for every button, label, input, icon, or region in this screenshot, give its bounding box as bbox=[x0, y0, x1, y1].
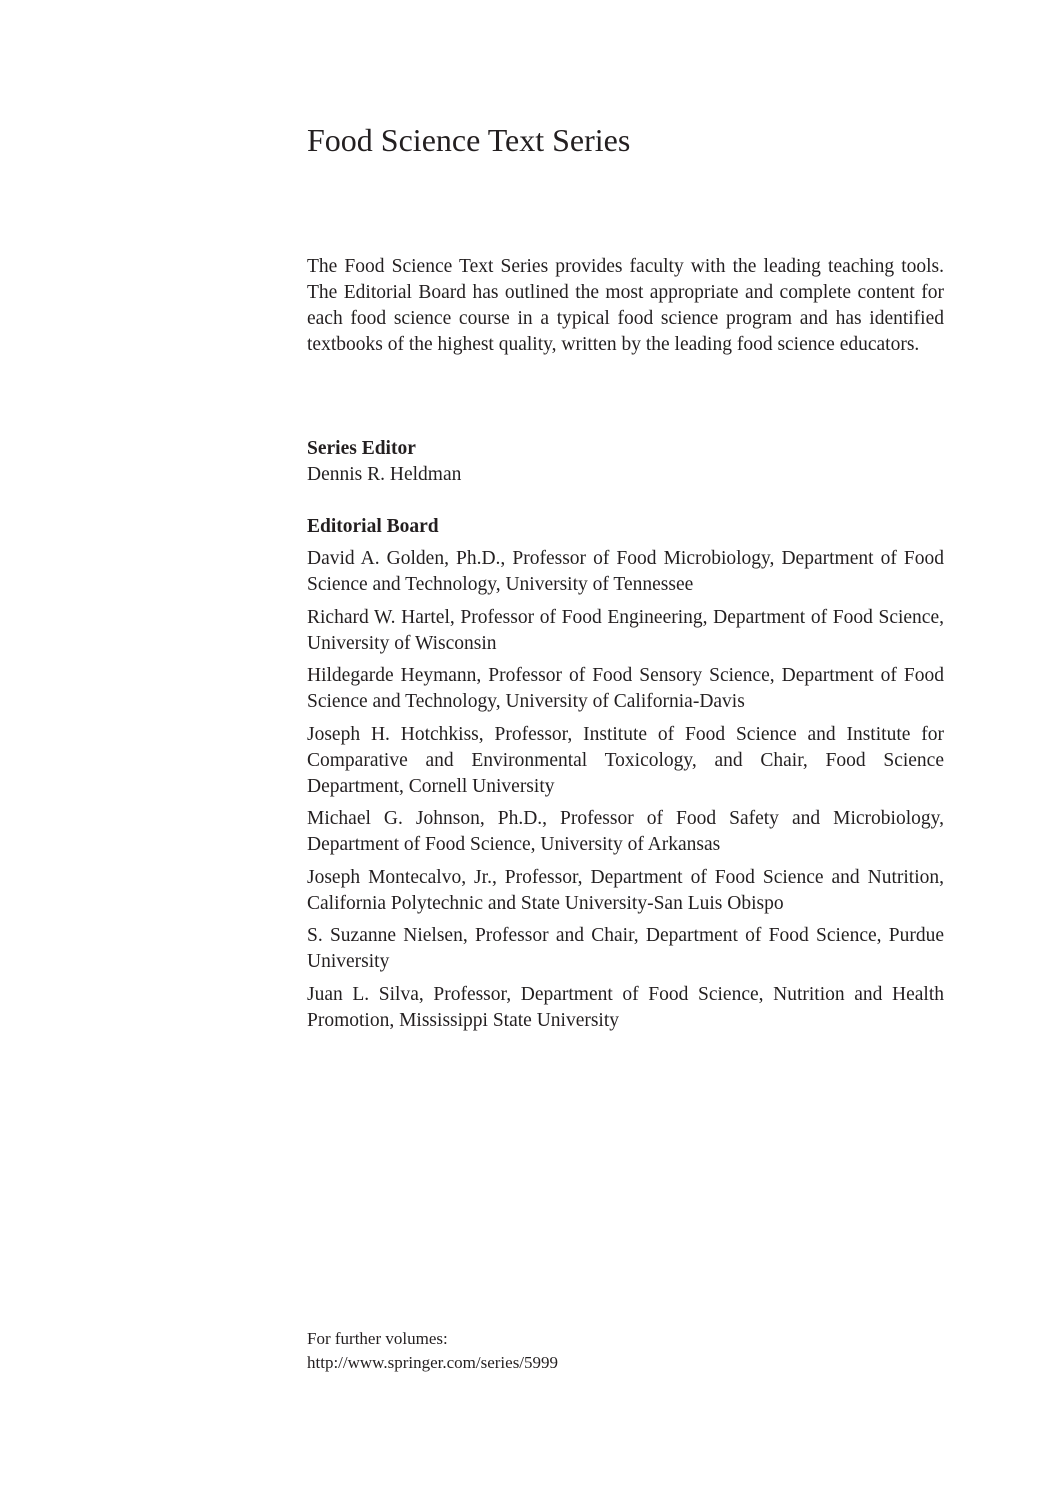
board-member: David A. Golden, Ph.D., Professor of Food Microbiology, Department of Food Science and Technology, University of Tennessee bbox=[307, 548, 944, 595]
board-member: Hildegarde Heymann, Professor of Food Sensory Science, Department of Food Science and Technology, University of California-Davis bbox=[307, 665, 944, 712]
page-title: Food Science Text Series bbox=[307, 122, 631, 158]
editorial-board-list bbox=[307, 546, 944, 1034]
series-url-link[interactable]: http://www.springer.com/series/5999 bbox=[307, 1353, 559, 1372]
editorial-board-heading: Editorial Board bbox=[307, 516, 439, 537]
series-editor-name: Dennis R. Heldman bbox=[307, 464, 462, 485]
board-member: Michael G. Johnson, Ph.D., Professor of Food Safety and Microbiology, Department of Food Science, University of Arkansas bbox=[307, 808, 944, 855]
series-description: The Food Science Text Series provides faculty with the leading teaching tools. The Editorial Board has outlined the most appropriate and complete content for each food science course in a typical food science program and has identified textbooks of the highest quality, written by the leading food science educators. bbox=[307, 256, 944, 355]
board-member: Richard W. Hartel, Professor of Food Engineering, Department of Food Science, University of Wisconsin bbox=[307, 606, 944, 654]
series-editor-section bbox=[307, 436, 944, 488]
board-member: Juan L. Silva, Professor, Department of Food Science, Nutrition and Health Promotion, Mississippi State University bbox=[307, 983, 944, 1031]
board-member: Joseph H. Hotchkiss, Professor, Institute of Food Science and Institute for Comparative and Environmental Toxicology, and Chair, Food Science Department, Cornell University bbox=[307, 723, 944, 797]
editorial-board-section bbox=[307, 514, 944, 1040]
further-volumes bbox=[307, 1327, 944, 1375]
board-member: S. Suzanne Nielsen, Professor and Chair, Department of Food Science, Purdue University bbox=[307, 925, 944, 972]
board-member: Joseph Montecalvo, Jr., Professor, Department of Food Science and Nutrition, California Polytechnic and State University-San Luis Obispo bbox=[307, 866, 944, 914]
further-volumes-label: For further volumes: bbox=[307, 1329, 448, 1348]
series-editor-heading: Series Editor bbox=[307, 438, 416, 459]
